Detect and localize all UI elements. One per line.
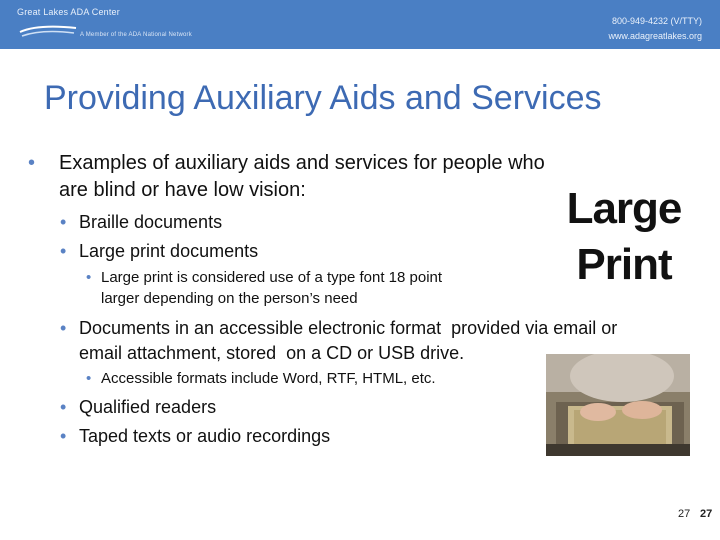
large-print-note-line-2: larger depending on the person’s need bbox=[101, 290, 358, 307]
item-taped: Taped texts or audio recordings bbox=[79, 426, 331, 446]
bullet-icon: • bbox=[86, 370, 92, 387]
logo-text: Great Lakes ADA Center bbox=[17, 7, 120, 17]
bullet-icon: • bbox=[60, 426, 67, 446]
bullet-icon: • bbox=[60, 397, 67, 417]
item-large-print: Large print documents bbox=[79, 241, 259, 261]
phone-number: 800-949-4232 (V/TTY) bbox=[611, 16, 702, 26]
bullet-icon: • bbox=[28, 152, 36, 174]
item-braille: Braille documents bbox=[79, 212, 223, 232]
bullet-icon: • bbox=[86, 269, 92, 286]
website-link[interactable]: www.adagreatlakes.org bbox=[608, 31, 702, 41]
page-number-bold: 27 bbox=[700, 508, 713, 520]
electronic-note: Accessible formats include Word, RTF, HTML, etc. bbox=[101, 370, 436, 387]
large-print-image bbox=[560, 180, 688, 304]
large-print-word-large: Large bbox=[566, 184, 682, 233]
item-readers: Qualified readers bbox=[79, 397, 217, 417]
slide-title: Providing Auxiliary Aids and Services bbox=[44, 79, 602, 117]
bullet-icon: • bbox=[60, 241, 67, 261]
braille-reading-photo bbox=[546, 354, 690, 456]
intro-line-1: Examples of auxiliary aids and services for people who bbox=[59, 152, 545, 174]
logo-tagline: A Member of the ADA National Network bbox=[80, 32, 192, 38]
item-electronic-line-1: Documents in an accessible electronic format provided via email or bbox=[79, 318, 618, 338]
large-print-note-line-1: Large print is considered use of a type font 18 point bbox=[101, 269, 443, 286]
intro-line-2: are blind or have low vision: bbox=[59, 179, 306, 201]
bullet-icon: • bbox=[60, 318, 67, 338]
item-electronic-line-2: email attachment, stored on a CD or USB drive. bbox=[79, 343, 465, 363]
bullet-icon: • bbox=[60, 212, 67, 232]
page-number-light: 27 bbox=[678, 508, 691, 520]
large-print-word-print: Print bbox=[576, 240, 672, 289]
